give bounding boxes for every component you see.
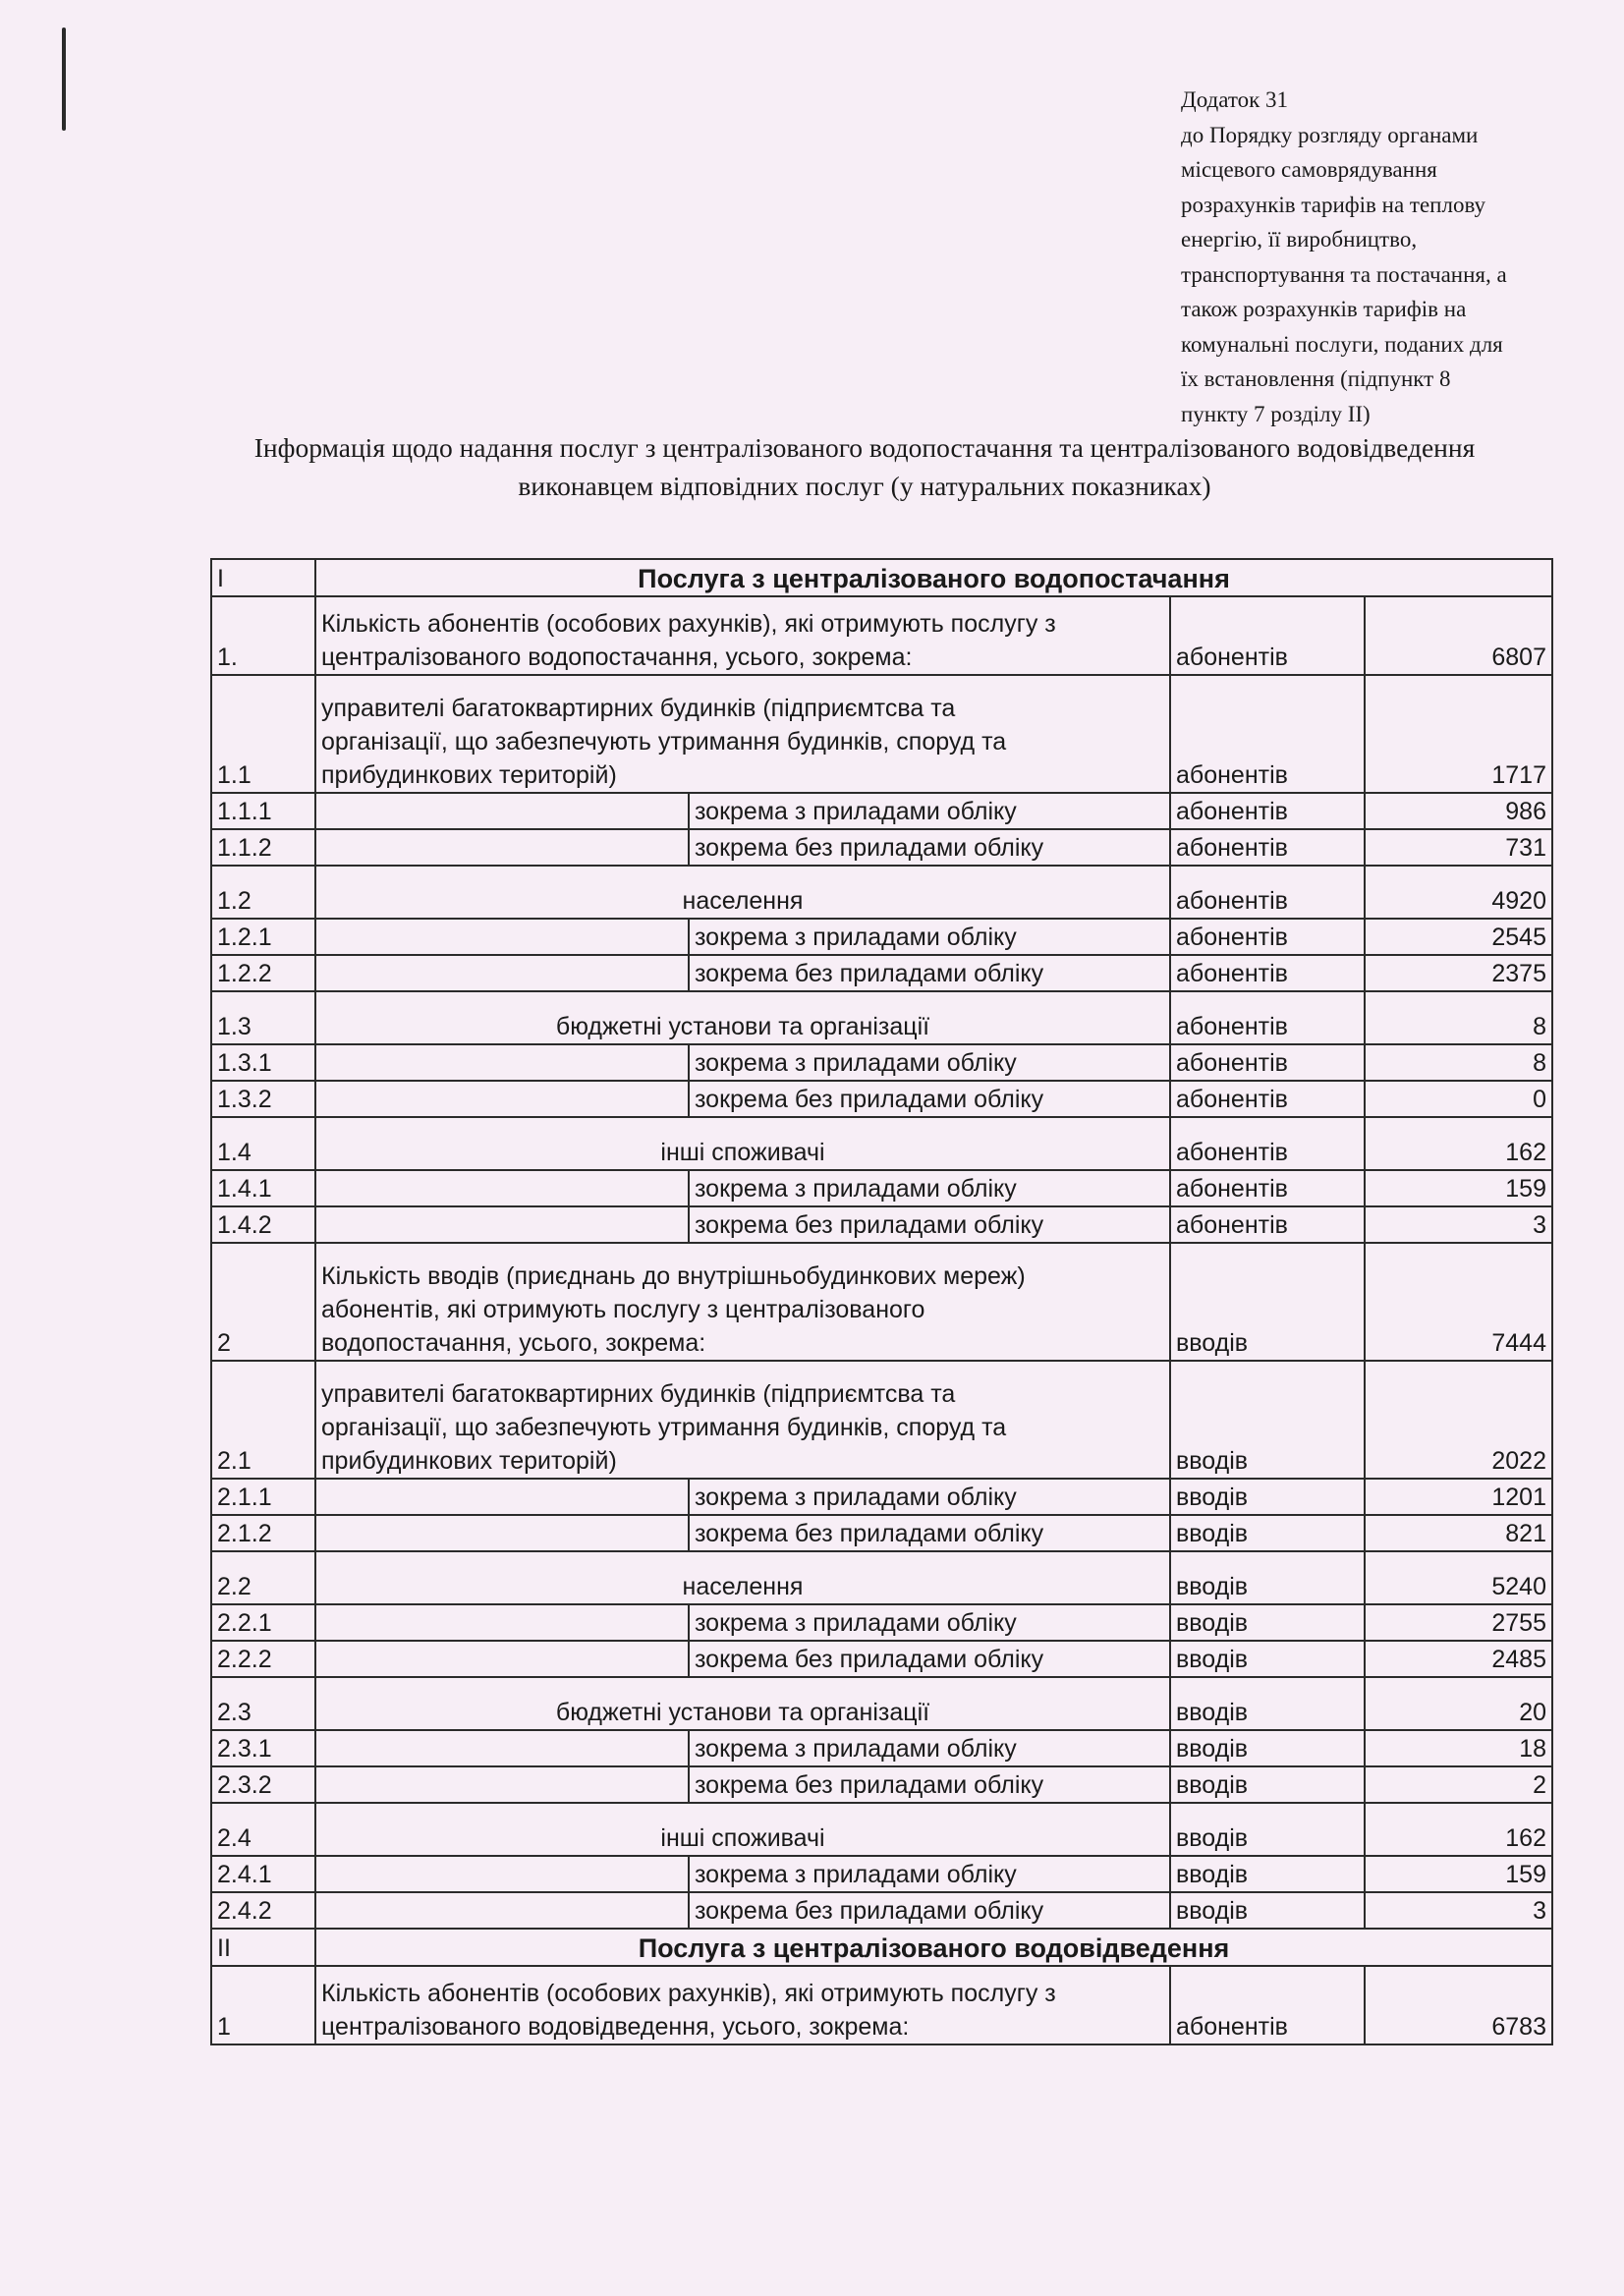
row-number: 1.1.2	[211, 829, 315, 866]
row-unit: абонентів	[1170, 1170, 1365, 1206]
row-subcategory: зокрема без приладами обліку	[689, 1515, 1170, 1551]
row-value: 2	[1365, 1766, 1552, 1803]
services-table	[210, 558, 1553, 2045]
row-indent-spacer	[315, 1856, 689, 1892]
annex-line: пункту 7 розділу II)	[1181, 401, 1371, 426]
row-description-line: Кількість абонентів (особових рахунків), які отримують послугу з	[321, 1980, 1056, 2007]
row-number: 2.2.1	[211, 1604, 315, 1641]
row-value: 2485	[1365, 1641, 1552, 1677]
table-row	[211, 1766, 1552, 1803]
row-unit: абонентів	[1170, 1206, 1365, 1243]
row-subcategory: зокрема без приладами обліку	[689, 1206, 1170, 1243]
row-number: 1.2.1	[211, 919, 315, 955]
table-row	[211, 596, 1552, 675]
row-value: 2375	[1365, 955, 1552, 991]
row-number: 1.3	[211, 991, 315, 1044]
row-number: 2.1.2	[211, 1515, 315, 1551]
table-row	[211, 793, 1552, 829]
row-value: 731	[1365, 829, 1552, 866]
table-row	[211, 1170, 1552, 1206]
row-value: 162	[1365, 1117, 1552, 1170]
table-row	[211, 991, 1552, 1044]
row-category: бюджетні установи та організації	[315, 991, 1170, 1044]
row-indent-spacer	[315, 1044, 689, 1081]
table-row	[211, 1044, 1552, 1081]
row-value: 162	[1365, 1803, 1552, 1856]
table-row	[211, 829, 1552, 866]
row-value: 159	[1365, 1170, 1552, 1206]
row-unit: абонентів	[1170, 1117, 1365, 1170]
annex-line: енергію, її виробництво,	[1181, 227, 1418, 252]
row-value: 0	[1365, 1081, 1552, 1117]
row-number: 2.4	[211, 1803, 315, 1856]
row-number: 2.3.2	[211, 1766, 315, 1803]
row-subcategory: зокрема з приладами обліку	[689, 1170, 1170, 1206]
row-value: 986	[1365, 793, 1552, 829]
table-row	[211, 1479, 1552, 1515]
table-row	[211, 1604, 1552, 1641]
row-subcategory: зокрема без приладами обліку	[689, 1081, 1170, 1117]
document-title-line-1: Інформація щодо надання послуг з централізованого водопостачання та централізованого водовідведення	[253, 432, 1476, 463]
row-unit: вводів	[1170, 1803, 1365, 1856]
row-value: 4920	[1365, 866, 1552, 919]
row-unit: абонентів	[1170, 793, 1365, 829]
section-title: Послуга з централізованого водопостачання	[315, 559, 1552, 596]
row-subcategory: зокрема без приладами обліку	[689, 1641, 1170, 1677]
row-indent-spacer	[315, 1892, 689, 1929]
table-row	[211, 1892, 1552, 1929]
row-value: 1717	[1365, 675, 1552, 793]
row-unit: вводів	[1170, 1856, 1365, 1892]
row-subcategory: зокрема з приладами обліку	[689, 1856, 1170, 1892]
table-row	[211, 1803, 1552, 1856]
row-description-line: прибудинкових територій)	[321, 1447, 617, 1475]
row-description	[315, 1966, 1170, 2044]
row-number: 2.1	[211, 1361, 315, 1479]
row-indent-spacer	[315, 1479, 689, 1515]
row-indent-spacer	[315, 1170, 689, 1206]
row-number: 1.3.1	[211, 1044, 315, 1081]
row-description-line: водопостачання, усього, зокрема:	[321, 1329, 706, 1357]
annex-line: місцевого самоврядування	[1181, 157, 1437, 182]
row-indent-spacer	[315, 1604, 689, 1641]
table-row	[211, 1730, 1552, 1766]
table-row	[211, 1856, 1552, 1892]
row-subcategory: зокрема з приладами обліку	[689, 1604, 1170, 1641]
row-description	[315, 596, 1170, 675]
section-number: II	[211, 1929, 315, 1966]
row-description-line: управителі багатоквартирних будинків (підприємтсва та	[321, 695, 956, 722]
row-indent-spacer	[315, 1206, 689, 1243]
row-indent-spacer	[315, 1515, 689, 1551]
row-value: 3	[1365, 1206, 1552, 1243]
row-value: 821	[1365, 1515, 1552, 1551]
row-subcategory: зокрема з приладами обліку	[689, 1479, 1170, 1515]
table-row	[211, 955, 1552, 991]
row-number: 1.2.2	[211, 955, 315, 991]
row-subcategory: зокрема без приладами обліку	[689, 1766, 1170, 1803]
row-number: 1.1	[211, 675, 315, 793]
row-description-line: організації, що забезпечують утримання будинків, споруд та	[321, 1414, 1007, 1441]
row-subcategory: зокрема з приладами обліку	[689, 1044, 1170, 1081]
row-subcategory: зокрема з приладами обліку	[689, 919, 1170, 955]
row-value: 6807	[1365, 596, 1552, 675]
row-unit: абонентів	[1170, 1081, 1365, 1117]
row-number: 1.2	[211, 866, 315, 919]
row-indent-spacer	[315, 955, 689, 991]
row-category: населення	[315, 866, 1170, 919]
table-row	[211, 1117, 1552, 1170]
row-value: 2545	[1365, 919, 1552, 955]
row-number: 1.4	[211, 1117, 315, 1170]
table-row	[211, 1243, 1552, 1361]
row-number: 2.3	[211, 1677, 315, 1730]
document-title	[157, 428, 1572, 505]
scan-margin-mark	[62, 28, 66, 131]
row-unit: вводів	[1170, 1641, 1365, 1677]
table-row	[211, 675, 1552, 793]
row-value: 2022	[1365, 1361, 1552, 1479]
row-category: інші споживачі	[315, 1117, 1170, 1170]
row-indent-spacer	[315, 1081, 689, 1117]
row-value: 3	[1365, 1892, 1552, 1929]
row-description-line: абонентів, які отримують послугу з централізованого	[321, 1296, 925, 1323]
row-value: 7444	[1365, 1243, 1552, 1361]
row-description-line: Кількість абонентів (особових рахунків), які отримують послугу з	[321, 610, 1056, 638]
document-title-line-2: виконавцем відповідних послуг (у натуральних показниках)	[518, 471, 1211, 501]
annex-line: комунальні послуги, поданих для	[1181, 331, 1503, 357]
table-row	[211, 866, 1552, 919]
row-value: 5240	[1365, 1551, 1552, 1604]
row-unit: вводів	[1170, 1361, 1365, 1479]
row-unit: абонентів	[1170, 596, 1365, 675]
row-unit: вводів	[1170, 1551, 1365, 1604]
table-row	[211, 1081, 1552, 1117]
row-unit: вводів	[1170, 1730, 1365, 1766]
row-indent-spacer	[315, 1766, 689, 1803]
row-description-line: Кількість вводів (приєднань до внутрішньобудинкових мереж)	[321, 1262, 1026, 1290]
row-unit: абонентів	[1170, 866, 1365, 919]
row-description-line: централізованого водопостачання, усього, зокрема:	[321, 644, 913, 671]
row-subcategory: зокрема з приладами обліку	[689, 793, 1170, 829]
row-number: 1.4.2	[211, 1206, 315, 1243]
annex-reference	[1181, 83, 1574, 431]
section-header-row	[211, 1929, 1552, 1966]
row-subcategory: зокрема з приладами обліку	[689, 1730, 1170, 1766]
row-unit: вводів	[1170, 1677, 1365, 1730]
row-value: 8	[1365, 991, 1552, 1044]
row-description-line: управителі багатоквартирних будинків (підприємтсва та	[321, 1380, 956, 1408]
table-row	[211, 919, 1552, 955]
row-number: 2.3.1	[211, 1730, 315, 1766]
row-category: населення	[315, 1551, 1170, 1604]
row-value: 8	[1365, 1044, 1552, 1081]
services-table-body	[211, 559, 1552, 2044]
row-unit: абонентів	[1170, 1044, 1365, 1081]
table-row	[211, 1515, 1552, 1551]
table-row	[211, 1206, 1552, 1243]
row-description	[315, 675, 1170, 793]
row-description-line: централізованого водовідведення, усього, зокрема:	[321, 2013, 910, 2041]
annex-line: їх встановлення (підпункт 8	[1181, 366, 1451, 391]
row-unit: вводів	[1170, 1515, 1365, 1551]
row-unit: вводів	[1170, 1243, 1365, 1361]
row-indent-spacer	[315, 793, 689, 829]
row-number: 2.2.2	[211, 1641, 315, 1677]
table-row	[211, 1641, 1552, 1677]
table-row	[211, 1551, 1552, 1604]
section-title: Послуга з централізованого водовідведення	[315, 1929, 1552, 1966]
row-description	[315, 1243, 1170, 1361]
section-number: I	[211, 559, 315, 596]
row-number: 2.4.2	[211, 1892, 315, 1929]
row-indent-spacer	[315, 1641, 689, 1677]
row-number: 2.4.1	[211, 1856, 315, 1892]
row-value: 159	[1365, 1856, 1552, 1892]
row-number: 1.4.1	[211, 1170, 315, 1206]
table-row	[211, 1966, 1552, 2044]
table-row	[211, 1361, 1552, 1479]
row-value: 20	[1365, 1677, 1552, 1730]
row-description-line: організації, що забезпечують утримання будинків, споруд та	[321, 728, 1007, 756]
row-unit: вводів	[1170, 1479, 1365, 1515]
row-unit: абонентів	[1170, 1966, 1365, 2044]
row-number: 2.2	[211, 1551, 315, 1604]
row-value: 2755	[1365, 1604, 1552, 1641]
annex-line: транспортування та постачання, а	[1181, 261, 1507, 287]
row-category: бюджетні установи та організації	[315, 1677, 1170, 1730]
row-subcategory: зокрема без приладами обліку	[689, 955, 1170, 991]
row-subcategory: зокрема без приладами обліку	[689, 1892, 1170, 1929]
row-number: 1.1.1	[211, 793, 315, 829]
row-category: інші споживачі	[315, 1803, 1170, 1856]
annex-line: до Порядку розгляду органами	[1181, 122, 1479, 147]
row-indent-spacer	[315, 1730, 689, 1766]
row-subcategory: зокрема без приладами обліку	[689, 829, 1170, 866]
row-value: 6783	[1365, 1966, 1552, 2044]
annex-line: Додаток 31	[1181, 87, 1289, 112]
row-unit: вводів	[1170, 1604, 1365, 1641]
section-header-row	[211, 559, 1552, 596]
row-number: 2	[211, 1243, 315, 1361]
annex-line: також розрахунків тарифів на	[1181, 297, 1467, 321]
row-number: 1.	[211, 596, 315, 675]
row-unit: абонентів	[1170, 919, 1365, 955]
row-unit: абонентів	[1170, 955, 1365, 991]
row-indent-spacer	[315, 829, 689, 866]
row-indent-spacer	[315, 919, 689, 955]
row-number: 1	[211, 1966, 315, 2044]
row-unit: абонентів	[1170, 991, 1365, 1044]
row-value: 18	[1365, 1730, 1552, 1766]
row-value: 1201	[1365, 1479, 1552, 1515]
row-unit: абонентів	[1170, 829, 1365, 866]
row-unit: вводів	[1170, 1766, 1365, 1803]
table-row	[211, 1677, 1552, 1730]
row-unit: абонентів	[1170, 675, 1365, 793]
row-description-line: прибудинкових територій)	[321, 761, 617, 789]
annex-line: розрахунків тарифів на теплову	[1181, 192, 1486, 217]
row-number: 1.3.2	[211, 1081, 315, 1117]
row-description	[315, 1361, 1170, 1479]
row-number: 2.1.1	[211, 1479, 315, 1515]
row-unit: вводів	[1170, 1892, 1365, 1929]
